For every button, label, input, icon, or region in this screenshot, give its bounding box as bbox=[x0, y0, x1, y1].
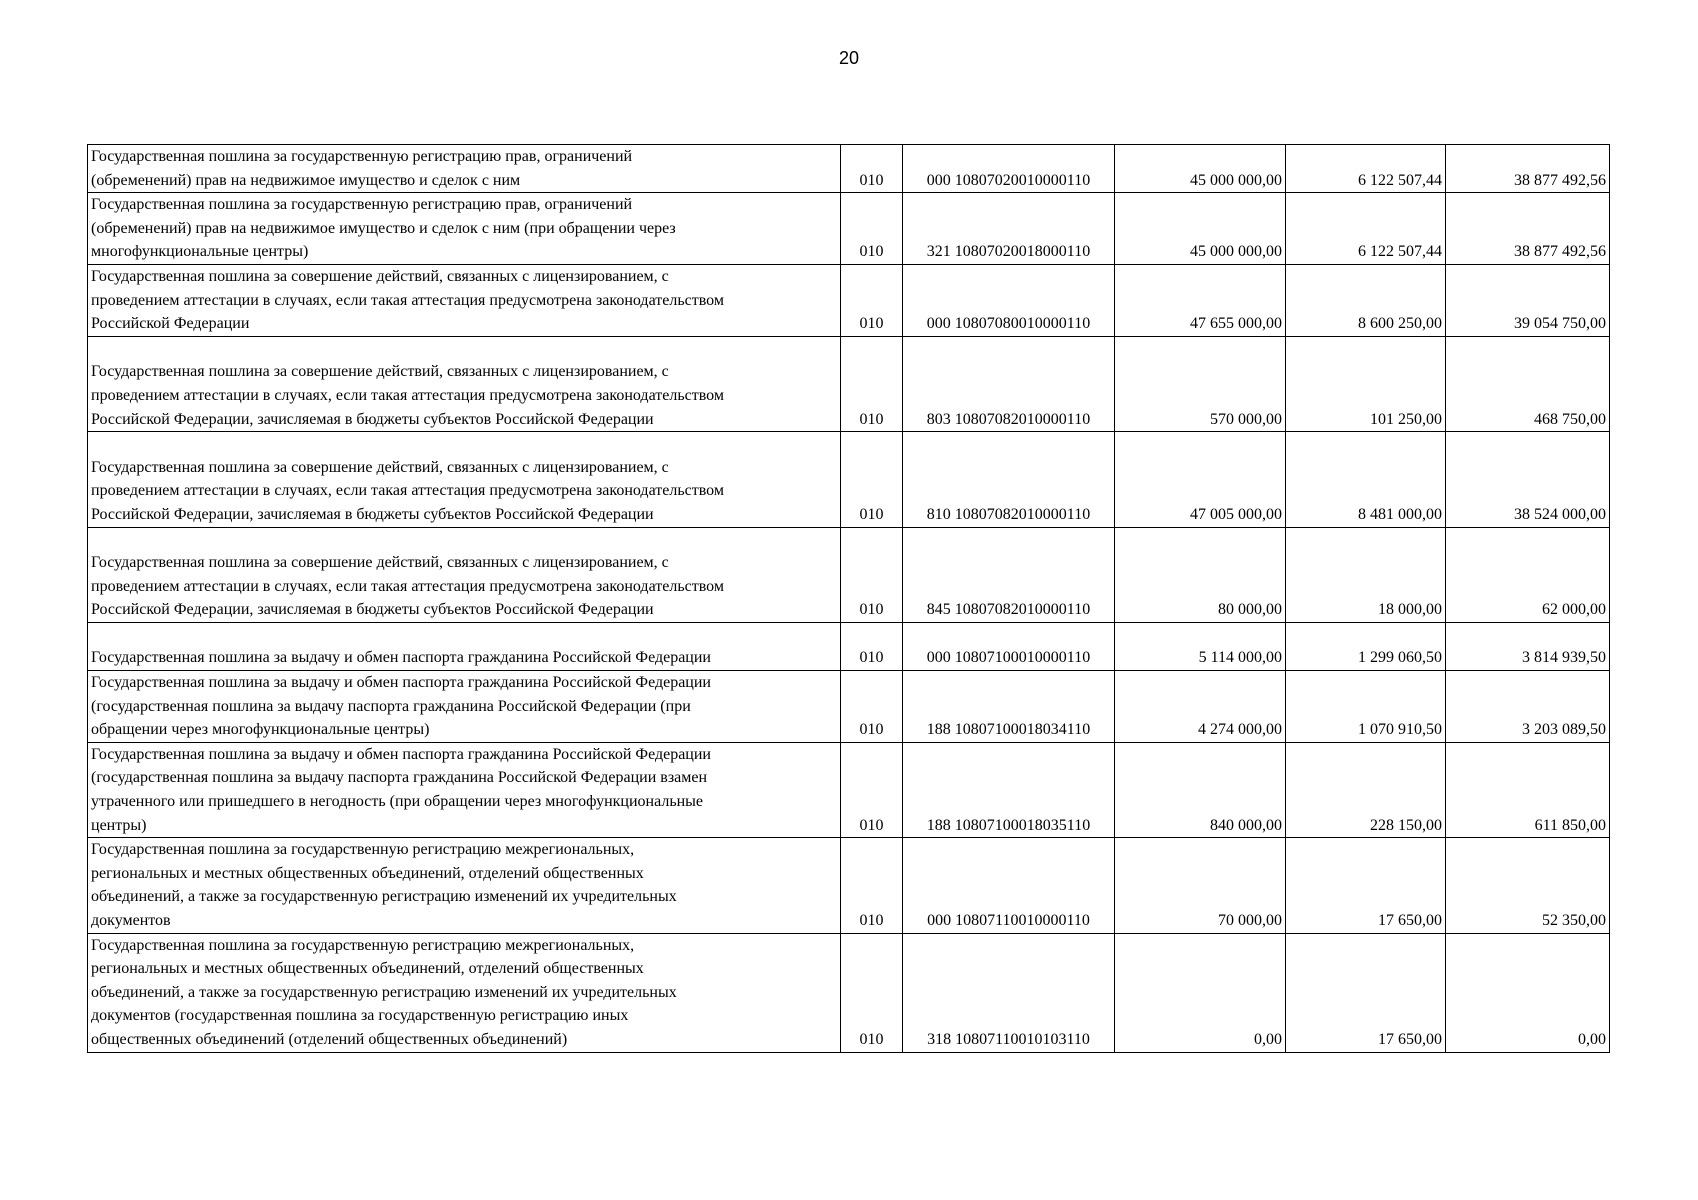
approved-amount-cell: 4 274 000,00 bbox=[1115, 671, 1286, 743]
budget-code-cell: 188 10807100018034110 bbox=[903, 671, 1115, 743]
revenue-name-cell bbox=[88, 264, 841, 336]
approved-amount-cell: 47 655 000,00 bbox=[1115, 264, 1286, 336]
executed-amount-cell: 101 250,00 bbox=[1286, 336, 1446, 431]
revenue-name-line: Российской Федерации bbox=[91, 315, 250, 333]
unexecuted-amount-cell: 38 524 000,00 bbox=[1446, 432, 1610, 527]
revenue-name-cell bbox=[88, 145, 841, 193]
revenue-name-line: Российской Федерации, зачисляемая в бюджеты субъектов Российской Федерации bbox=[91, 505, 654, 523]
unexecuted-amount-cell: 38 877 492,56 bbox=[1446, 145, 1610, 193]
table-row bbox=[88, 527, 1610, 622]
table-row bbox=[88, 622, 1610, 670]
line-code-cell: 010 bbox=[841, 336, 903, 431]
unexecuted-amount-cell: 52 350,00 bbox=[1446, 838, 1610, 933]
line-code-cell: 010 bbox=[841, 193, 903, 265]
approved-amount-cell: 0,00 bbox=[1115, 933, 1286, 1052]
line-code-cell: 010 bbox=[841, 671, 903, 743]
budget-code-cell: 845 10807082010000110 bbox=[903, 527, 1115, 622]
revenue-name-line: обращении через многофункциональные центры) bbox=[91, 721, 430, 739]
unexecuted-amount-cell: 3 203 089,50 bbox=[1446, 671, 1610, 743]
revenue-name-line: (государственная пошлина за выдачу паспорта гражданина Российской Федерации взамен bbox=[91, 769, 708, 787]
revenue-name-line: документов bbox=[91, 912, 171, 929]
executed-amount-cell: 17 650,00 bbox=[1286, 838, 1446, 933]
executed-amount-cell: 17 650,00 bbox=[1286, 933, 1446, 1052]
revenue-name-cell bbox=[88, 671, 841, 743]
line-code-cell: 010 bbox=[841, 145, 903, 193]
unexecuted-amount-cell: 468 750,00 bbox=[1446, 336, 1610, 431]
revenue-name-line: региональных и местных общественных объединений, отделений общественных bbox=[91, 960, 644, 978]
revenue-name-cell bbox=[88, 193, 841, 265]
revenue-name-line: общественных объединений (отделений общественных объединений) bbox=[91, 1030, 568, 1048]
table-row bbox=[88, 838, 1610, 933]
revenue-name-line: проведением аттестации в случаях, если такая аттестация предусмотрена законодательством bbox=[91, 577, 724, 595]
unexecuted-amount-cell: 611 850,00 bbox=[1446, 742, 1610, 837]
executed-amount-cell: 6 122 507,44 bbox=[1286, 193, 1446, 265]
approved-amount-cell: 45 000 000,00 bbox=[1115, 145, 1286, 193]
table-row bbox=[88, 145, 1610, 193]
budget-code-cell: 803 10807082010000110 bbox=[903, 336, 1115, 431]
revenue-name-line: объединений, а также за государственную регистрацию изменений их учредительных bbox=[91, 888, 677, 906]
revenue-name-line: Государственная пошлина за выдачу и обмен паспорта гражданина Российской Федерации bbox=[91, 674, 711, 692]
table-row bbox=[88, 264, 1610, 336]
revenue-name-line: документов (государственная пошлина за государственную регистрацию иных bbox=[91, 1007, 629, 1025]
revenue-name-line: (обременений) прав на недвижимое имущество и сделок с ним bbox=[91, 171, 521, 189]
revenue-name-line: проведением аттестации в случаях, если такая аттестация предусмотрена законодательством bbox=[91, 291, 724, 309]
line-code-cell: 010 bbox=[841, 264, 903, 336]
executed-amount-cell: 1 070 910,50 bbox=[1286, 671, 1446, 743]
revenue-name-line: проведением аттестации в случаях, если такая аттестация предусмотрена законодательством bbox=[91, 482, 724, 500]
budget-code-cell: 000 10807110010000110 bbox=[903, 838, 1115, 933]
approved-amount-cell: 5 114 000,00 bbox=[1115, 622, 1286, 670]
revenue-name-line: Государственная пошлина за совершение действий, связанных с лицензированием, с bbox=[91, 363, 669, 381]
revenue-name-line: Государственная пошлина за совершение действий, связанных с лицензированием, с bbox=[91, 267, 669, 285]
revenue-name-line: Государственная пошлина за государственную регистрацию прав, ограничений bbox=[91, 148, 633, 165]
line-code-cell: 010 bbox=[841, 933, 903, 1052]
budget-code-cell: 000 10807100010000110 bbox=[903, 622, 1115, 670]
revenue-name-line: (обременений) прав на недвижимое имущество и сделок с ним (при обращении через bbox=[91, 219, 676, 237]
table-row bbox=[88, 742, 1610, 837]
budget-code-cell: 000 10807020010000110 bbox=[903, 145, 1115, 193]
unexecuted-amount-cell: 3 814 939,50 bbox=[1446, 622, 1610, 670]
revenue-name-cell bbox=[88, 527, 841, 622]
executed-amount-cell: 8 481 000,00 bbox=[1286, 432, 1446, 527]
revenue-name-line: Государственная пошлина за совершение действий, связанных с лицензированием, с bbox=[91, 554, 669, 572]
revenue-name-line: Государственная пошлина за государственную регистрацию прав, ограничений bbox=[91, 196, 633, 214]
revenue-table bbox=[87, 144, 1610, 1053]
revenue-name-cell bbox=[88, 622, 841, 670]
approved-amount-cell: 570 000,00 bbox=[1115, 336, 1286, 431]
approved-amount-cell: 47 005 000,00 bbox=[1115, 432, 1286, 527]
revenue-name-line: Государственная пошлина за государственную регистрацию межрегиональных, bbox=[91, 936, 635, 954]
unexecuted-amount-cell: 38 877 492,56 bbox=[1446, 193, 1610, 265]
executed-amount-cell: 6 122 507,44 bbox=[1286, 145, 1446, 193]
executed-amount-cell: 1 299 060,50 bbox=[1286, 622, 1446, 670]
page-number: 20 bbox=[838, 48, 860, 68]
revenue-name-line: объединений, а также за государственную регистрацию изменений их учредительных bbox=[91, 983, 677, 1001]
approved-amount-cell: 80 000,00 bbox=[1115, 527, 1286, 622]
revenue-name-line: центры) bbox=[91, 816, 147, 834]
unexecuted-amount-cell: 62 000,00 bbox=[1446, 527, 1610, 622]
revenue-name-line: Государственная пошлина за государственную регистрацию межрегиональных, bbox=[91, 841, 635, 859]
executed-amount-cell: 8 600 250,00 bbox=[1286, 264, 1446, 336]
table-row bbox=[88, 933, 1610, 1052]
budget-code-cell: 000 10807080010000110 bbox=[903, 264, 1115, 336]
budget-code-cell: 321 10807020018000110 bbox=[903, 193, 1115, 265]
revenue-name-line: Государственная пошлина за совершение действий, связанных с лицензированием, с bbox=[91, 458, 669, 476]
approved-amount-cell: 45 000 000,00 bbox=[1115, 193, 1286, 265]
revenue-name-line bbox=[91, 432, 837, 456]
executed-amount-cell: 18 000,00 bbox=[1286, 527, 1446, 622]
budget-code-cell: 810 10807082010000110 bbox=[903, 432, 1115, 527]
line-code-cell: 010 bbox=[841, 527, 903, 622]
revenue-name-line bbox=[91, 623, 837, 647]
approved-amount-cell: 840 000,00 bbox=[1115, 742, 1286, 837]
revenue-name-line: Российской Федерации, зачисляемая в бюджеты субъектов Российской Федерации bbox=[91, 410, 654, 428]
approved-amount-cell: 70 000,00 bbox=[1115, 838, 1286, 933]
revenue-name-line: Российской Федерации, зачисляемая в бюджеты субъектов Российской Федерации bbox=[91, 601, 654, 619]
revenue-name-cell bbox=[88, 432, 841, 527]
budget-code-cell: 188 10807100018035110 bbox=[903, 742, 1115, 837]
revenue-name-cell bbox=[88, 336, 841, 431]
line-code-cell: 010 bbox=[841, 742, 903, 837]
revenue-name-cell bbox=[88, 838, 841, 933]
table-row bbox=[88, 336, 1610, 431]
revenue-name-line: проведением аттестации в случаях, если такая аттестация предусмотрена законодательством bbox=[91, 386, 724, 404]
revenue-name-line: многофункциональные центры) bbox=[91, 243, 309, 261]
revenue-name-line: Государственная пошлина за выдачу и обмен паспорта гражданина Российской Федерации bbox=[91, 649, 711, 667]
table-row bbox=[88, 193, 1610, 265]
table-row bbox=[88, 432, 1610, 527]
revenue-name-cell bbox=[88, 933, 841, 1052]
revenue-name-line bbox=[91, 337, 837, 361]
executed-amount-cell: 228 150,00 bbox=[1286, 742, 1446, 837]
revenue-name-line: (государственная пошлина за выдачу паспорта гражданина Российской Федерации (при bbox=[91, 697, 691, 715]
line-code-cell: 010 bbox=[841, 838, 903, 933]
revenue-name-cell bbox=[88, 742, 841, 837]
revenue-name-line: утраченного или пришедшего в негодность (при обращении через многофункциональные bbox=[91, 793, 704, 811]
revenue-name-line bbox=[91, 528, 837, 552]
budget-code-cell: 318 10807110010103110 bbox=[903, 933, 1115, 1052]
revenue-name-line: региональных и местных общественных объединений, отделений общественных bbox=[91, 864, 644, 882]
line-code-cell: 010 bbox=[841, 622, 903, 670]
line-code-cell: 010 bbox=[841, 432, 903, 527]
table-row bbox=[88, 671, 1610, 743]
unexecuted-amount-cell: 39 054 750,00 bbox=[1446, 264, 1610, 336]
revenue-name-line: Государственная пошлина за выдачу и обмен паспорта гражданина Российской Федерации bbox=[91, 745, 711, 763]
unexecuted-amount-cell: 0,00 bbox=[1446, 933, 1610, 1052]
